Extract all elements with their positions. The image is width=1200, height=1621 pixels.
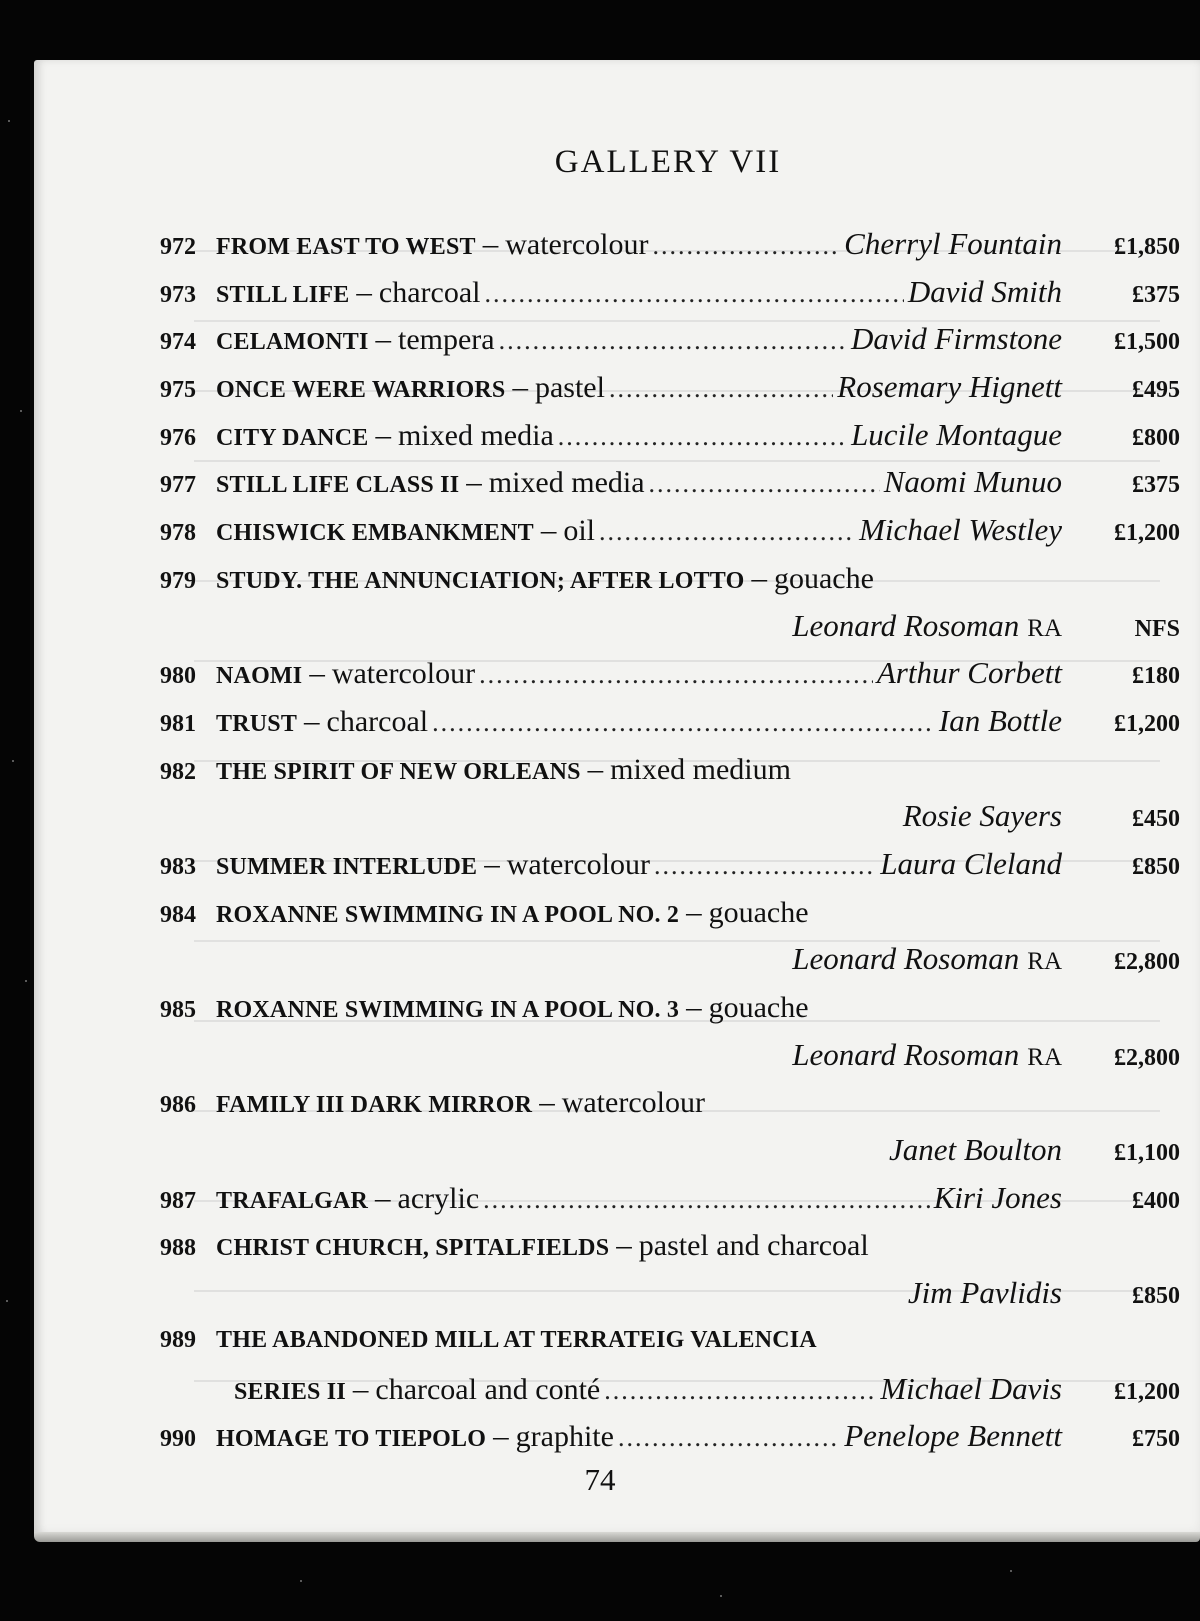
price: £400 xyxy=(1132,1187,1180,1214)
artist-name: Leonard Rosoman xyxy=(792,1036,1020,1072)
artwork-title: SERIES II xyxy=(234,1378,346,1405)
artwork-title: CHRIST CHURCH, SPITALFIELDS xyxy=(216,1235,610,1262)
page-edge xyxy=(34,1532,1200,1542)
entry-number: 978 xyxy=(160,520,196,547)
dot-leader xyxy=(604,1367,876,1415)
dash-separator: – xyxy=(512,369,528,405)
page-number: 74 xyxy=(584,1462,616,1497)
entry-number: 986 xyxy=(160,1092,196,1119)
catalogue-entry-continued xyxy=(160,1031,1180,1079)
entry-number: 989 xyxy=(160,1326,196,1353)
dot-leader xyxy=(599,508,855,556)
dash-separator: – xyxy=(751,559,767,595)
dot-leader xyxy=(483,1176,930,1224)
artwork-title: TRAFALGAR xyxy=(216,1187,369,1214)
price: £495 xyxy=(1132,377,1180,404)
artwork-medium: oil xyxy=(563,514,595,548)
dot-leader xyxy=(558,413,847,461)
price: £1,200 xyxy=(1114,520,1180,547)
entry-number: 981 xyxy=(160,710,196,737)
catalogue-entry-continued xyxy=(160,1126,1180,1174)
price: £750 xyxy=(1132,1426,1180,1453)
entry-number: 985 xyxy=(160,997,196,1023)
dash-separator: – xyxy=(375,321,391,357)
catalogue-entry xyxy=(160,1078,1180,1126)
artwork-title: THE SPIRIT OF NEW ORLEANS xyxy=(216,758,581,785)
entry-number: 980 xyxy=(160,663,196,690)
artwork-medium: gouache xyxy=(773,561,874,595)
entry-number: 977 xyxy=(160,472,196,499)
artwork-medium: charcoal xyxy=(378,275,481,309)
artist-name: David Firmstone xyxy=(851,321,1062,357)
price: £375 xyxy=(1132,281,1180,308)
artwork-title: THE ABANDONED MILL AT TERRATEIG VALENCIA xyxy=(216,1326,817,1353)
artwork-title: ONCE WERE WARRIORS xyxy=(216,377,506,404)
artist-name: Arthur Corbett xyxy=(876,655,1062,691)
artwork-title: CELAMONTI xyxy=(216,329,369,356)
catalogue-entry-continued xyxy=(160,1269,1180,1317)
catalogue-entry xyxy=(160,411,1180,459)
artwork-medium: watercolour xyxy=(561,1086,705,1120)
catalogue-entry xyxy=(160,983,1180,1031)
entry-number: 975 xyxy=(160,377,196,404)
artwork-title: FROM EAST TO WEST xyxy=(216,234,476,260)
entry-number: 990 xyxy=(160,1426,196,1453)
artwork-medium: tempera xyxy=(397,323,495,357)
dash-separator: – xyxy=(587,750,604,786)
dot-leader xyxy=(479,651,873,699)
artwork-medium: watercolour xyxy=(331,657,476,691)
artwork-medium: mixed medium xyxy=(610,752,791,786)
dash-separator: – xyxy=(304,702,320,738)
price: £1,200 xyxy=(1114,1378,1180,1405)
price: £450 xyxy=(1132,806,1180,833)
dash-separator: – xyxy=(686,893,702,929)
dash-separator: – xyxy=(375,416,391,452)
artwork-medium: pastel xyxy=(534,371,605,405)
entry-number: 974 xyxy=(160,329,196,356)
artwork-title: TRUST xyxy=(216,710,298,737)
artwork-title: STUDY. THE ANNUNCIATION; AFTER LOTTO xyxy=(216,567,745,594)
dash-separator: – xyxy=(539,1084,555,1120)
price: £375 xyxy=(1132,472,1180,499)
catalogue-entry-continued xyxy=(160,792,1180,840)
artwork-title: CHISWICK EMBANKMENT xyxy=(216,520,534,547)
artist-name: Michael Westley xyxy=(859,512,1062,548)
entry-number: 972 xyxy=(160,234,196,260)
artwork-title: ROXANNE SWIMMING IN A POOL NO. 2 xyxy=(216,901,680,928)
artwork-title: STILL LIFE CLASS II xyxy=(216,472,460,499)
artwork-title: HOMAGE TO TIEPOLO xyxy=(216,1426,487,1453)
artwork-medium: charcoal xyxy=(326,704,429,738)
artwork-title: ROXANNE SWIMMING IN A POOL NO. 3 xyxy=(216,997,680,1023)
catalogue-entry-continued xyxy=(160,602,1180,650)
artist-name: Michael Davis xyxy=(880,1370,1062,1406)
price: £2,800 xyxy=(1114,1044,1180,1071)
catalogue-entry xyxy=(160,1317,1180,1365)
price: £800 xyxy=(1132,424,1180,451)
dash-separator: – xyxy=(616,1227,632,1263)
artwork-medium: charcoal and conté xyxy=(375,1372,601,1406)
entry-number: 983 xyxy=(160,853,196,880)
dash-separator: – xyxy=(484,845,500,881)
artwork-medium: gouache xyxy=(708,895,809,929)
artist-name: Kiri Jones xyxy=(933,1179,1062,1215)
catalogue-entry xyxy=(160,649,1180,697)
artist-name: Rosemary Hignett xyxy=(837,369,1062,405)
price: £850 xyxy=(1132,1283,1180,1310)
price: £1,100 xyxy=(1114,1140,1180,1167)
entry-number: 979 xyxy=(160,567,196,594)
catalogue-entry xyxy=(160,315,1180,363)
dot-leader xyxy=(618,1414,840,1462)
artwork-medium: mixed media xyxy=(397,418,554,452)
price: £180 xyxy=(1132,663,1180,690)
entry-number: 988 xyxy=(160,1235,196,1262)
dash-separator: – xyxy=(482,226,499,261)
price: £2,800 xyxy=(1114,949,1180,976)
dot-leader xyxy=(652,222,840,270)
dash-separator: – xyxy=(686,989,702,1024)
catalogue-entry xyxy=(160,1221,1180,1269)
artwork-title: STILL LIFE xyxy=(216,281,350,308)
catalogue-entry xyxy=(160,220,1180,268)
dash-separator: – xyxy=(493,1418,509,1454)
entry-number: 982 xyxy=(160,758,196,785)
catalogue-entry xyxy=(160,1412,1180,1460)
price: £1,200 xyxy=(1114,710,1180,737)
artist-suffix: RA xyxy=(1027,614,1062,642)
catalogue-entry-continued xyxy=(160,1365,1180,1413)
dash-separator: – xyxy=(540,512,557,548)
artwork-medium: watercolour xyxy=(505,228,649,261)
artwork-medium: graphite xyxy=(515,1420,614,1454)
dot-leader xyxy=(609,365,833,413)
artwork-medium: pastel and charcoal xyxy=(638,1229,869,1263)
catalogue-entry xyxy=(160,745,1180,793)
dot-leader xyxy=(485,270,904,318)
price: £1,500 xyxy=(1114,329,1180,356)
catalogue-entries xyxy=(160,220,1180,1460)
artist-name: Cherryl Fountain xyxy=(844,226,1062,261)
dot-leader xyxy=(649,460,880,508)
dash-separator: – xyxy=(466,464,482,500)
artist-name: Penelope Bennett xyxy=(844,1418,1062,1454)
artist-name: Janet Boulton xyxy=(888,1132,1062,1168)
entry-number: 976 xyxy=(160,424,196,451)
artist-name: Naomi Munuo xyxy=(883,464,1062,500)
price: £1,850 xyxy=(1114,234,1180,260)
catalogue-entry xyxy=(160,506,1180,554)
catalogue-entry xyxy=(160,840,1180,888)
dash-separator: – xyxy=(309,655,325,691)
artwork-medium: acrylic xyxy=(397,1181,480,1215)
catalogue-entry xyxy=(160,888,1180,936)
artist-name: Lucile Montague xyxy=(851,416,1062,452)
artist-name: Rosie Sayers xyxy=(902,798,1062,834)
price: NFS xyxy=(1134,615,1180,642)
artwork-title: CITY DANCE xyxy=(216,424,369,451)
dash-separator: – xyxy=(352,1370,369,1406)
dot-leader xyxy=(499,317,847,365)
artist-name: Leonard Rosoman xyxy=(792,941,1020,977)
artist-name: Leonard Rosoman xyxy=(792,607,1020,643)
dot-leader xyxy=(654,842,876,890)
artist-name: Ian Bottle xyxy=(938,702,1062,738)
catalogue-entry-continued xyxy=(160,935,1180,983)
catalogue-entry xyxy=(160,268,1180,316)
artwork-medium: gouache xyxy=(708,991,809,1024)
artist-name: Jim Pavlidis xyxy=(907,1275,1062,1311)
catalogue-entry xyxy=(160,554,1180,602)
artwork-medium: watercolour xyxy=(506,847,650,881)
catalogue-entry xyxy=(160,697,1180,745)
catalogue-entry xyxy=(160,1174,1180,1222)
artwork-title: SUMMER INTERLUDE xyxy=(216,853,478,880)
catalogue-page xyxy=(34,60,1200,1538)
artist-suffix: RA xyxy=(1027,948,1062,976)
artwork-title: FAMILY III DARK MIRROR xyxy=(216,1092,533,1119)
artwork-medium: mixed media xyxy=(488,466,645,500)
dash-separator: – xyxy=(375,1179,391,1215)
gallery-title: GALLERY VII xyxy=(554,144,782,180)
artist-name: Laura Cleland xyxy=(880,845,1062,881)
artist-suffix: RA xyxy=(1027,1043,1062,1071)
catalogue-entry xyxy=(160,363,1180,411)
artwork-title: NAOMI xyxy=(216,663,303,690)
entry-number: 987 xyxy=(160,1187,196,1214)
entry-number: 984 xyxy=(160,901,196,928)
price: £850 xyxy=(1132,853,1180,880)
catalogue-entry xyxy=(160,458,1180,506)
dot-leader xyxy=(432,699,935,747)
entry-number: 973 xyxy=(160,281,196,308)
artist-name: David Smith xyxy=(907,273,1062,309)
dash-separator: – xyxy=(356,273,372,309)
